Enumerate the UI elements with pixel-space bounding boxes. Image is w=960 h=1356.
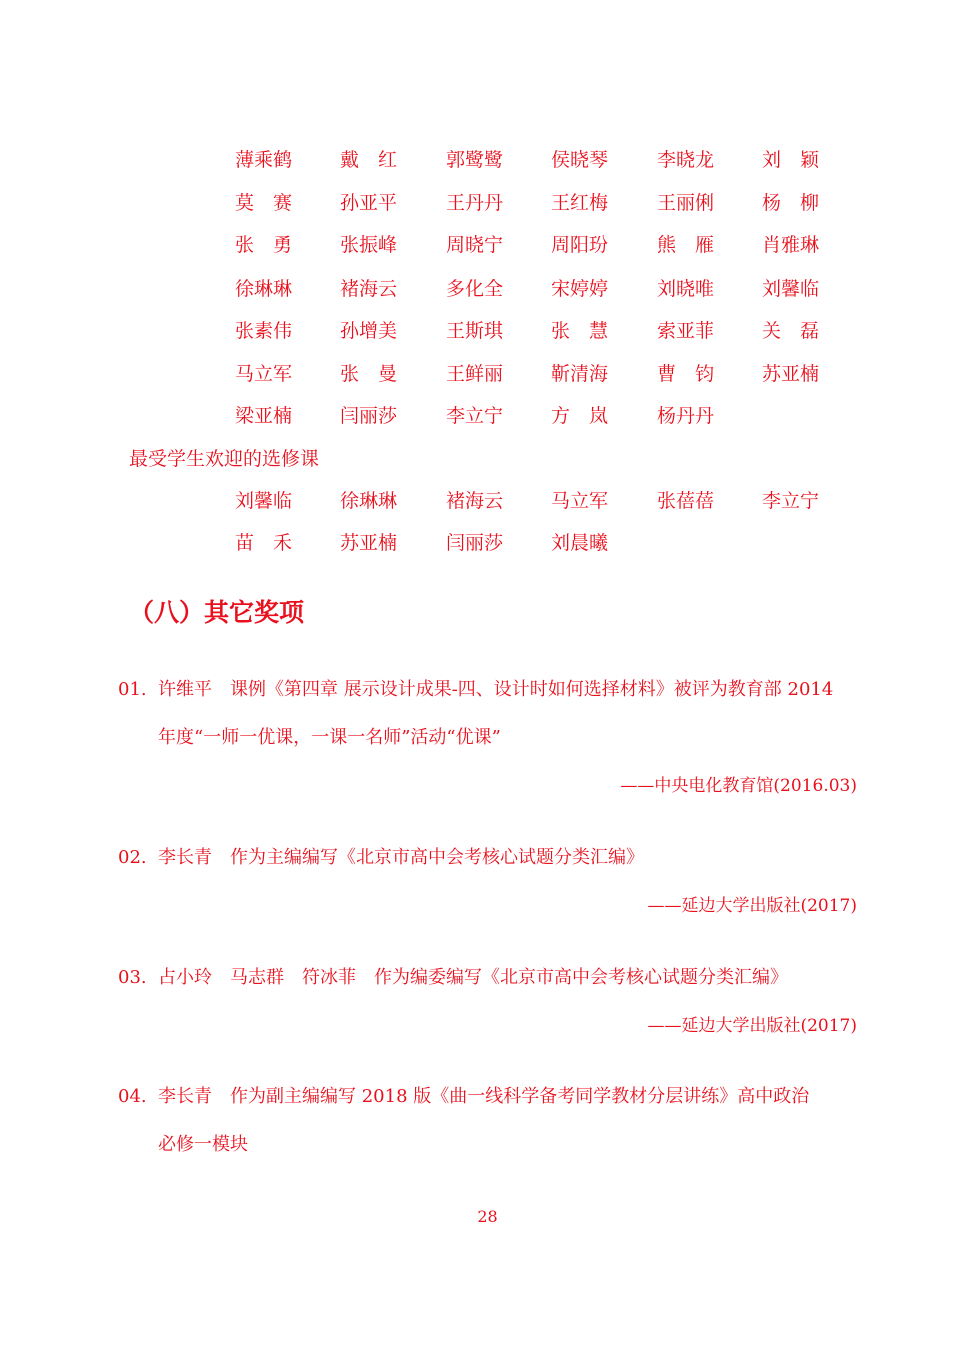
name-cell: 张 曼 bbox=[340, 363, 398, 385]
name-cell: 宋婷婷 bbox=[551, 278, 609, 300]
name-cell: 闫丽莎 bbox=[340, 405, 398, 427]
name-cell: 肖雅琳 bbox=[762, 234, 820, 256]
award-text-line: 许维平 课例《第四章 展示设计成果-四、设计时如何选择材料》被评为教育部 2014 bbox=[158, 679, 834, 700]
name-cell: 刘晨曦 bbox=[551, 532, 609, 554]
award-number: 03. bbox=[118, 967, 147, 988]
name-cell: 闫丽莎 bbox=[446, 532, 504, 554]
name-cell: 杨丹丹 bbox=[657, 405, 715, 427]
award-number: 02. bbox=[118, 847, 147, 868]
name-cell: 徐琳琳 bbox=[235, 278, 293, 300]
name-cell: 王丽俐 bbox=[657, 192, 715, 214]
award-text-line: 李长青 作为主编编写《北京市高中会考核心试题分类汇编》 bbox=[158, 847, 644, 868]
name-cell: 梁亚楠 bbox=[235, 405, 293, 427]
name-cell: 李晓龙 bbox=[657, 149, 715, 171]
name-cell: 刘晓唯 bbox=[657, 278, 715, 300]
name-cell: 刘 颖 bbox=[762, 149, 820, 171]
name-cell: 王红梅 bbox=[551, 192, 609, 214]
name-cell: 郭鹭鹭 bbox=[446, 149, 504, 171]
name-cell: 薄乘鹤 bbox=[235, 149, 293, 171]
name-cell: 刘馨临 bbox=[235, 490, 293, 512]
name-cell: 周阳玢 bbox=[551, 234, 609, 256]
name-cell: 马立军 bbox=[551, 490, 609, 512]
name-cell: 李立宁 bbox=[446, 405, 504, 427]
name-cell: 关 磊 bbox=[762, 320, 820, 342]
name-cell: 褚海云 bbox=[446, 490, 504, 512]
name-cell: 苏亚楠 bbox=[340, 532, 398, 554]
name-cell: 方 岚 bbox=[551, 405, 609, 427]
name-cell: 曹 钧 bbox=[657, 363, 715, 385]
name-cell: 李立宁 bbox=[762, 490, 820, 512]
name-cell: 马立军 bbox=[235, 363, 293, 385]
name-cell: 徐琳琳 bbox=[340, 490, 398, 512]
name-cell: 王斯琪 bbox=[446, 320, 504, 342]
name-cell: 苗 禾 bbox=[235, 532, 293, 554]
name-cell: 王鲜丽 bbox=[446, 363, 504, 385]
name-cell: 褚海云 bbox=[340, 278, 398, 300]
name-cell: 王丹丹 bbox=[446, 192, 504, 214]
name-cell: 侯晓琴 bbox=[551, 149, 609, 171]
award-number: 04. bbox=[118, 1086, 147, 1107]
name-cell: 苏亚楠 bbox=[762, 363, 820, 385]
award-source: ——延边大学出版社(2017) bbox=[647, 896, 857, 916]
award-text-line: 占小玲 马志群 符冰菲 作为编委编写《北京市高中会考核心试题分类汇编》 bbox=[158, 967, 788, 988]
name-cell: 杨 柳 bbox=[762, 192, 820, 214]
name-cell: 熊 雁 bbox=[657, 234, 715, 256]
name-cell: 孙增美 bbox=[340, 320, 398, 342]
name-cell: 刘馨临 bbox=[762, 278, 820, 300]
name-cell: 张素伟 bbox=[235, 320, 293, 342]
name-cell: 靳清海 bbox=[551, 363, 609, 385]
page-number: 28 bbox=[477, 1207, 498, 1226]
award-source: ——延边大学出版社(2017) bbox=[647, 1016, 857, 1036]
name-cell: 张 慧 bbox=[551, 320, 609, 342]
name-cell: 张蓓蓓 bbox=[657, 490, 715, 512]
name-cell: 张 勇 bbox=[235, 234, 293, 256]
name-cell: 莫 赛 bbox=[235, 192, 293, 214]
section-title: （八）其它奖项 bbox=[129, 598, 305, 627]
electives-heading: 最受学生欢迎的选修课 bbox=[129, 448, 320, 470]
name-cell: 周晓宁 bbox=[446, 234, 504, 256]
name-cell: 多化全 bbox=[446, 278, 504, 300]
award-text-line: 李长青 作为副主编编写 2018 版《曲一线科学备考同学教材分层讲练》高中政治 bbox=[158, 1086, 810, 1107]
name-cell: 孙亚平 bbox=[340, 192, 398, 214]
name-cell: 索亚菲 bbox=[657, 320, 715, 342]
award-number: 01. bbox=[118, 679, 147, 700]
award-text-line: 必修一模块 bbox=[158, 1134, 248, 1155]
award-text-line: 年度“一师一优课，一课一名师”活动“优课” bbox=[158, 727, 501, 748]
name-cell: 张振峰 bbox=[340, 234, 398, 256]
award-source: ——中央电化教育馆(2016.03) bbox=[620, 776, 857, 796]
name-cell: 戴 红 bbox=[340, 149, 398, 171]
